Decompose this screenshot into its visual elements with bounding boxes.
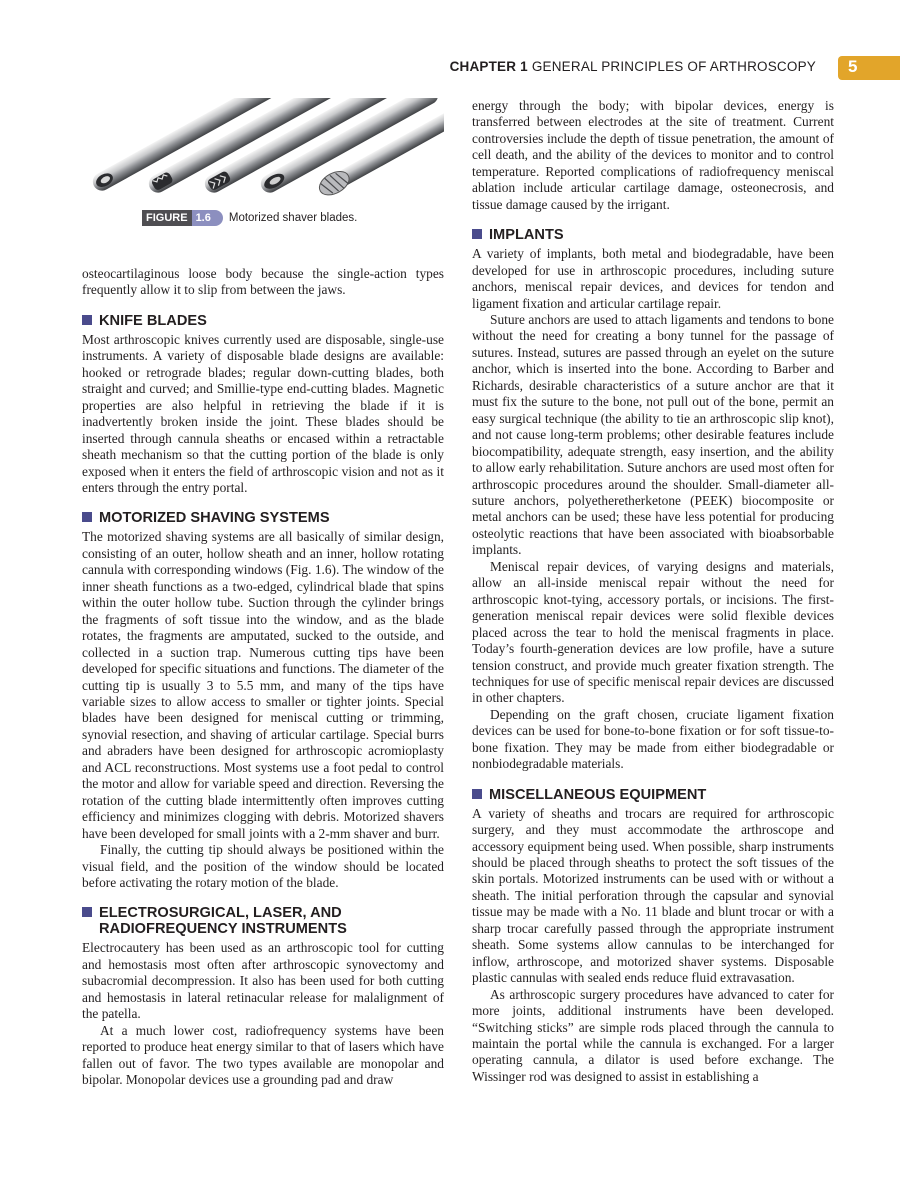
figure-tag: FIGURE: [142, 210, 192, 226]
figure-1-6: [82, 98, 444, 238]
heading-bullet-icon: [82, 907, 92, 917]
heading-bullet-icon: [82, 315, 92, 325]
running-header: [0, 56, 900, 82]
section-heading-implants: IMPLANTS: [472, 227, 834, 243]
left-column: [82, 98, 444, 1088]
page-number-tab: [838, 56, 900, 80]
figure-caption: [142, 210, 357, 226]
paragraph: As arthroscopic surgery procedures have advanced to cater for more joints, additional instruments have been developed. “Switching sticks” are simple rods placed through the cannula to maintain the portal while the cannula is exchanged. For a larger operating cannula, a dilator is used before exchange. The Wissinger rod was designed to assist in establishing a: [472, 986, 834, 1084]
heading-line-2: RADIOFREQUENCY INSTRUMENTS: [99, 921, 347, 938]
paragraph: At a much lower cost, radiofrequency systems have been reported to produce heat energy similar to that of lasers which have fallen out of favor. The two types available are monopolar and bipolar. Monopolar devices use a grounding pad and draw: [82, 1022, 444, 1088]
paragraph: Electrocautery has been used as an arthroscopic tool for cutting and hemostasis most often after arthroscopic synovectomy and subacromial decompression. It also has been used for both cutting and hemostasis in lateral retinacular release for malalignment of the patella.: [82, 940, 444, 1022]
section-heading-knife-blades: KNIFE BLADES: [82, 313, 444, 329]
paragraph: Most arthroscopic knives currently used are disposable, single-use instruments. A variety of disposable blade designs are available: hooked or retrograde blades; regular down-cutting blades, both straight and curved; and Smillie-type end-cutting blades. Magnetic properties are also helpful in retrieving the blade if it is inadvertently broken inside the joint. These blades should be inserted through cannula sheaths or encased within a retractable sheath mechanism so that the cutting portion of the blade is only exposed when it enters the field of arthroscopic vision and not as it enters through the entry portal.: [82, 331, 444, 495]
paragraph: A variety of implants, both metal and biodegradable, have been developed for use in arthroscopic procedures, including suture anchors, meniscal repair devices, and devices for tendon and ligament fixation and articular cartilage repair.: [472, 246, 834, 311]
section-heading-motorized-shaving: MOTORIZED SHAVING SYSTEMS: [82, 510, 444, 526]
section-heading-miscellaneous: MISCELLANEOUS EQUIPMENT: [472, 787, 834, 803]
paragraph: osteocartilaginous loose body because the single-action types frequently allow it to slip from between the jaws.: [82, 266, 444, 298]
paragraph: A variety of sheaths and trocars are required for arthroscopic surgery, and they must accommodate the arthroscope and accessory equipment being used. When possible, sharp instruments should be placed through sheaths to protect the soft tissues of the skin portals. Motorized instruments can be used with or without a sheath. The initial perforation through the capsular and synovial tissue may be made with a No. 11 blade and blunt trocar or with a sharp trocar carefully passed through the appropriate instrument sheath. Some systems allow cannulas to be interchanged for inflow, arthroscope, and motorized shaver systems. Disposable plastic cannulas with sealed ends reduce fluid extravasation.: [472, 805, 834, 986]
page-number: 5: [848, 57, 858, 76]
paragraph: Meniscal repair devices, of varying designs and materials, allow an all-inside meniscal repair without the need for arthroscopic knot-tying, accessory portals, or incisions. The first-generation meniscal repair devices were solid flexible devices placed across the tear to hold the meniscal fragments in place. Today’s fourth-generation devices are low profile, have a suture tension construct, and provide much greater fixation strength. The techniques for use of specific meniscal repair devices are discussed in other chapters.: [472, 558, 834, 706]
section-heading-electrosurgical: [82, 905, 444, 937]
right-column: [472, 98, 834, 1085]
heading-bullet-icon: [82, 512, 92, 522]
chapter-heading: [450, 59, 816, 74]
paragraph: energy through the body; with bipolar devices, energy is transferred between electrodes at the site of treatment. Current controversies include the depth of tissue penetration, the amount of cell death, and the ability of the devices to monitor and to control temperature. Reported complications of radiofrequency meniscal ablation include articular cartilage damage, osteonecrosis, and tissue damage caused by the irrigant.: [472, 98, 834, 212]
shaver-blades-illustration: [82, 98, 444, 210]
chapter-title: GENERAL PRINCIPLES OF ARTHROSCOPY: [531, 59, 816, 74]
paragraph: Depending on the graft chosen, cruciate ligament fixation devices can be used for bone-to-bone fixation or for soft tissue-to-bone fixation. They may be made from either biodegradable or nonbiodegradable materials.: [472, 706, 834, 772]
figure-caption-text: Motorized shaver blades.: [228, 212, 358, 224]
paragraph: Suture anchors are used to attach ligaments and tendons to bone without the need for creating a bony tunnel for the passage of sutures. Instead, sutures are passed through an eyelet on the suture anchor, which is inserted into the bone. According to Barber and Richards, desirable characteristics of a suture anchor are that it must fix the suture to the bone, not pull out of the bone, permit an easy surgical technique (the ability to tie an arthroscopic slip knot), and not cause long-term problems; other desirable features include biocompatibility, adequate strength, easy insertion, and the ability to allow early rehabilitation. Suture anchors are used most often for arthroscopic procedures around the shoulder. Small-diameter all-suture anchors, polyetheretherketone (PEEK) biocomposite or metal anchors can be used; these have less potential for producing osteolytic reactions that have been associated with bioabsorbable implants.: [472, 311, 834, 558]
chapter-label: CHAPTER 1: [449, 59, 528, 74]
figure-number: 1.6: [192, 210, 223, 226]
paragraph: Finally, the cutting tip should always be positioned within the visual field, and the position of the window should be located before activating the rotary motion of the blade.: [82, 842, 444, 890]
heading-line-1: ELECTROSURGICAL, LASER, AND: [99, 905, 342, 922]
heading-bullet-icon: [472, 789, 482, 799]
heading-bullet-icon: [472, 229, 482, 239]
paragraph: The motorized shaving systems are all basically of similar design, consisting of an outer, hollow sheath and an inner, hollow rotating cannula with corresponding windows (Fig. 1.6). The window of the inner sheath functions as a two-edged, cylindrical blade that spins within the outer hollow tube. Suction through the cylinder brings the fragments of soft tissue into the window, and as the blade rotates, the fragments are amputated, sucked to the outside, and collected in a suction trap. Numerous cutting tips have been developed for specific situations and functions. The diameter of the cutting tip is usually 3 to 5.5 mm, and many of the tips have variable sizes to allow access to smaller or tighter joints. Special blades have been designed for meniscal cutting or trimming, synovial resection, and shaving of articular cartilage. Special burrs and abraders have been designed for arthroscopic acromioplasty and ACL reconstructions. Most systems use a foot pedal to control the motor and allow for variable speed and direction. Reversing the rotation of the cutting blade intermittently often improves cutting efficiency and minimizes clogging with debris. Motorized shavers have been developed for small joints with a 2-mm shaver and burr.: [82, 529, 444, 841]
